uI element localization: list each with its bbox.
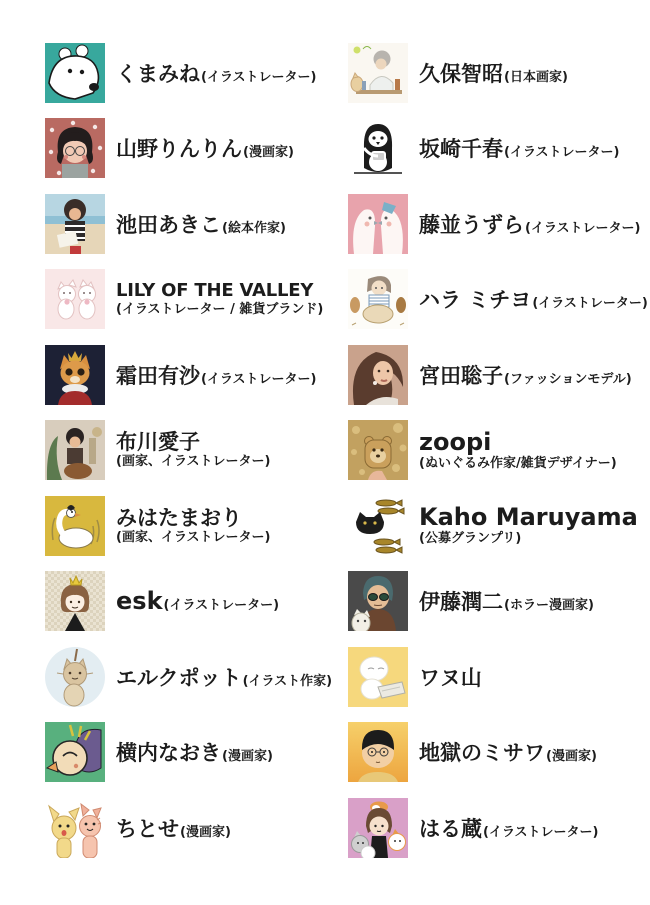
artist-role: (イラスト作家) <box>242 673 333 689</box>
artist-label <box>419 586 594 616</box>
artist-label <box>419 209 641 239</box>
artist-name: 地獄のミサワ <box>419 741 545 766</box>
artist-role: (イラストレーター) <box>201 371 317 387</box>
swan-icon <box>45 496 105 556</box>
artist-role: (絵本作家) <box>222 220 286 236</box>
artist-role: (公募グランプリ) <box>419 531 522 547</box>
artist-label <box>116 360 317 390</box>
chick-character-icon <box>45 722 105 782</box>
artist-role: (画家、イラストレーター) <box>116 454 271 470</box>
artist-label <box>419 662 482 692</box>
artist-role: (イラストレーター) <box>483 824 599 840</box>
teddy-bear-photo-icon <box>348 420 408 480</box>
artist-name: 宮田聡子 <box>419 363 503 388</box>
watercolor-painter-icon <box>348 43 408 103</box>
black-cat-fish-icon <box>348 496 408 556</box>
penguin-icon <box>348 118 408 178</box>
polar-bear-icon <box>45 43 105 103</box>
artist-label <box>116 279 324 317</box>
artist-name: zoopi <box>419 427 492 456</box>
artist-name: 藤並うずら <box>419 212 524 237</box>
artist-name: 霜田有沙 <box>116 363 200 388</box>
artist-entry[interactable] <box>45 790 348 866</box>
artist-label <box>419 133 620 163</box>
artist-entry[interactable] <box>348 35 650 111</box>
artist-name: みはたまおり <box>116 505 242 530</box>
artist-role: (漫画家) <box>222 749 273 765</box>
artist-entry[interactable] <box>45 564 348 640</box>
artist-column-left <box>45 35 348 866</box>
artist-name: くまみね <box>116 61 200 86</box>
artist-label <box>116 587 279 615</box>
artist-entry[interactable] <box>45 488 348 564</box>
artist-column-right <box>348 35 650 866</box>
artist-name: LILY OF THE VALLEY <box>116 279 314 301</box>
artist-role: (日本画家) <box>504 69 568 85</box>
artist-role: (漫画家) <box>243 145 294 161</box>
artist-name: ちとせ <box>116 816 179 841</box>
artist-entry[interactable] <box>348 790 650 866</box>
woman-with-pets-icon <box>348 269 408 329</box>
watercolor-cat-icon <box>45 647 105 707</box>
artist-name: 坂崎千春 <box>419 137 503 162</box>
artist-label <box>116 58 317 88</box>
artist-label <box>419 360 632 390</box>
artist-entry[interactable] <box>348 413 650 489</box>
artist-name: ワヌ山 <box>419 665 482 690</box>
artist-label <box>419 427 617 471</box>
beach-portrait-photo-icon <box>45 194 105 254</box>
artist-label <box>419 284 648 314</box>
artist-entry[interactable] <box>45 715 348 791</box>
two-white-cats-icon <box>45 269 105 329</box>
artist-entry[interactable] <box>45 639 348 715</box>
artist-label <box>419 737 597 767</box>
artist-role: (イラストレーター) <box>504 145 620 161</box>
artist-entry[interactable] <box>348 488 650 564</box>
artist-name: エルクポット <box>116 665 242 690</box>
artist-label <box>116 133 294 163</box>
artist-label <box>116 507 271 545</box>
dog-and-cat-icon <box>45 798 105 858</box>
artist-role: (漫画家) <box>180 824 231 840</box>
artist-label <box>116 813 231 843</box>
person-with-cats-icon <box>348 798 408 858</box>
artist-entry[interactable] <box>348 111 650 187</box>
artist-label <box>116 662 332 692</box>
royal-cat-icon <box>45 345 105 405</box>
artist-name: 山野りんりん <box>116 137 242 162</box>
artist-entry[interactable] <box>45 111 348 187</box>
artist-label <box>419 58 568 88</box>
artist-label <box>116 209 286 239</box>
artist-role: (画家、イラストレーター) <box>116 529 271 545</box>
girl-bob-glasses-icon <box>45 118 105 178</box>
blob-laptop-icon <box>348 647 408 707</box>
artist-role: (イラストレーター / 雑貨ブランド) <box>116 301 324 317</box>
artist-entry[interactable] <box>348 715 650 791</box>
artist-columns <box>45 35 650 866</box>
artist-role: (イラストレーター) <box>525 220 641 236</box>
artist-entry[interactable] <box>45 337 348 413</box>
artist-name: 布川愛子 <box>116 430 200 455</box>
artist-label <box>419 813 599 843</box>
artist-room-photo-icon <box>45 420 105 480</box>
two-birds-icon <box>348 194 408 254</box>
artist-entry[interactable] <box>348 639 650 715</box>
artist-name: Kaho Maruyama <box>419 503 638 531</box>
artist-label <box>116 737 273 767</box>
artist-role: (ぬいぐるみ作家/雑貨デザイナー) <box>419 455 617 471</box>
model-portrait-photo-icon <box>348 345 408 405</box>
artist-entry[interactable] <box>348 262 650 338</box>
artist-role: (イラストレーター) <box>532 296 648 312</box>
horror-artist-icon <box>348 571 408 631</box>
artist-name: はる蔵 <box>419 816 482 841</box>
artist-entry[interactable] <box>348 186 650 262</box>
artist-name: 横内なおき <box>116 741 221 766</box>
artist-entry[interactable] <box>45 262 348 338</box>
artist-label <box>116 431 271 469</box>
misawa-face-icon <box>348 722 408 782</box>
artist-name: 久保智昭 <box>419 61 503 86</box>
artist-name: 伊藤潤二 <box>419 590 503 615</box>
artist-entry[interactable] <box>348 564 650 640</box>
artist-role: (ホラー漫画家) <box>504 598 594 614</box>
artist-name: esk <box>116 587 163 616</box>
artist-role: (漫画家) <box>546 749 597 765</box>
crown-girl-icon <box>45 571 105 631</box>
artist-name: 池田あきこ <box>116 212 221 237</box>
artist-label <box>419 505 638 546</box>
artist-entry[interactable] <box>45 413 348 489</box>
artist-entry[interactable] <box>45 186 348 262</box>
artist-entry[interactable] <box>348 337 650 413</box>
artist-role: (イラストレーター) <box>201 69 317 85</box>
artist-name: ハラ ミチヨ <box>419 288 532 313</box>
artist-entry[interactable] <box>45 35 348 111</box>
artist-role: (ファッションモデル) <box>504 371 632 387</box>
artist-role: (イラストレーター) <box>163 598 280 614</box>
